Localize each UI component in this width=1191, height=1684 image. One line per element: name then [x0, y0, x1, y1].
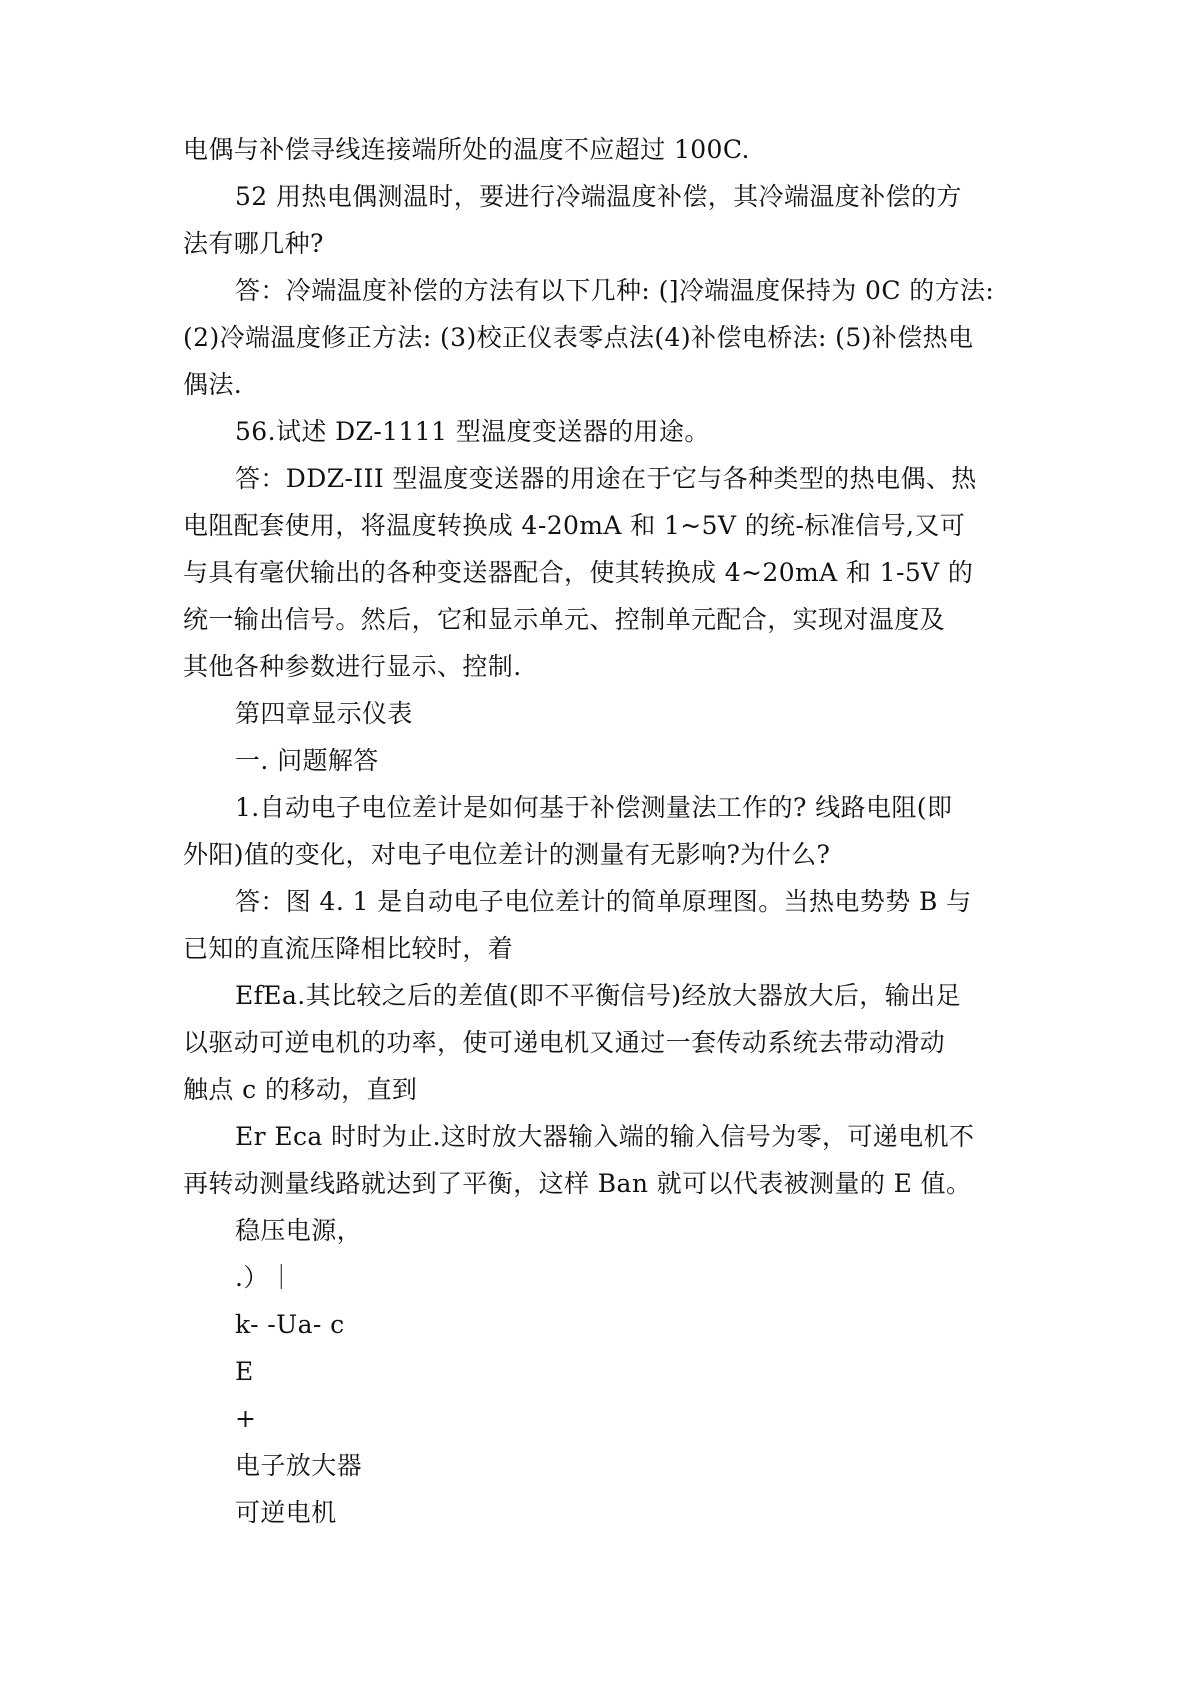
- text-line: 与具有毫伏输出的各种变送器配合，使其转换成 4~20mA 和 1-5V 的: [183, 558, 974, 587]
- text-line: (2)冷端温度修正方法: (3)校正仪表零点法(4)补偿电桥法: (5)补偿热电: [183, 323, 974, 352]
- diagram-label: 可逆电机: [235, 1498, 337, 1527]
- diagram-label: 稳压电源，: [235, 1216, 363, 1245]
- text-line: 触点 c 的移动，直到: [183, 1075, 418, 1104]
- text-line: Er Eca 时时为止.这时放大器输入端的输入信号为零，可递电机不: [235, 1122, 975, 1151]
- text-line: 电偶与补偿寻线连接端所处的温度不应超过 100C.: [183, 135, 750, 164]
- text-line: 已知的直流压降相比较时，着: [183, 934, 514, 963]
- text-line: 以驱动可逆电机的功率，使可递电机又通过一套传动系统去带动滑动: [183, 1028, 946, 1057]
- text-line: 1.自动电子电位差计是如何基于补偿测量法工作的? 线路电阻(即: [235, 793, 953, 822]
- text-line: 其他各种参数进行显示、控制.: [183, 652, 522, 681]
- text-line: EfEa.其比较之后的差值(即不平衡信号)经放大器放大后，输出足: [235, 981, 961, 1010]
- text-line: 外阳)值的变化，对电子电位差计的测量有无影响?为什么?: [183, 840, 831, 869]
- text-line: 再转动测量线路就达到了平衡，这样 Ban 就可以代表被测量的 E 值。: [183, 1169, 972, 1198]
- text-line: 电阻配套使用，将温度转换成 4-20mA 和 1~5V 的统-标准信号,又可: [183, 511, 966, 540]
- diagram-label: 电子放大器: [235, 1451, 363, 1480]
- diagram-label: +: [235, 1404, 257, 1433]
- text-line: 答：图 4. 1 是自动电子电位差计的简单原理图。当热电势势 B 与: [235, 887, 972, 916]
- text-line: 统一输出信号。然后，它和显示单元、控制单元配合，实现对温度及: [183, 605, 946, 634]
- text-line: 56.试述 DZ-1111 型温度变送器的用途。: [235, 417, 710, 446]
- text-line: 偶法.: [183, 370, 243, 399]
- diagram-label: k- -Ua- c: [235, 1310, 345, 1339]
- text-line: 答：冷端温度补偿的方法有以下几种: (]冷端温度保持为 0C 的方法:: [235, 276, 995, 305]
- section-heading: 一. 问题解答: [235, 746, 379, 775]
- diagram-label: E: [235, 1357, 254, 1386]
- text-line: 答：DDZ-III 型温度变送器的用途在于它与各种类型的热电偶、热: [235, 464, 977, 493]
- text-line: 法有哪几种?: [183, 229, 324, 258]
- diagram-label: .）｜: [235, 1263, 295, 1292]
- text-line: 52 用热电偶测温时，要进行冷端温度补偿，其冷端温度补偿的方: [235, 182, 962, 211]
- chapter-heading: 第四章显示仪表: [235, 699, 413, 728]
